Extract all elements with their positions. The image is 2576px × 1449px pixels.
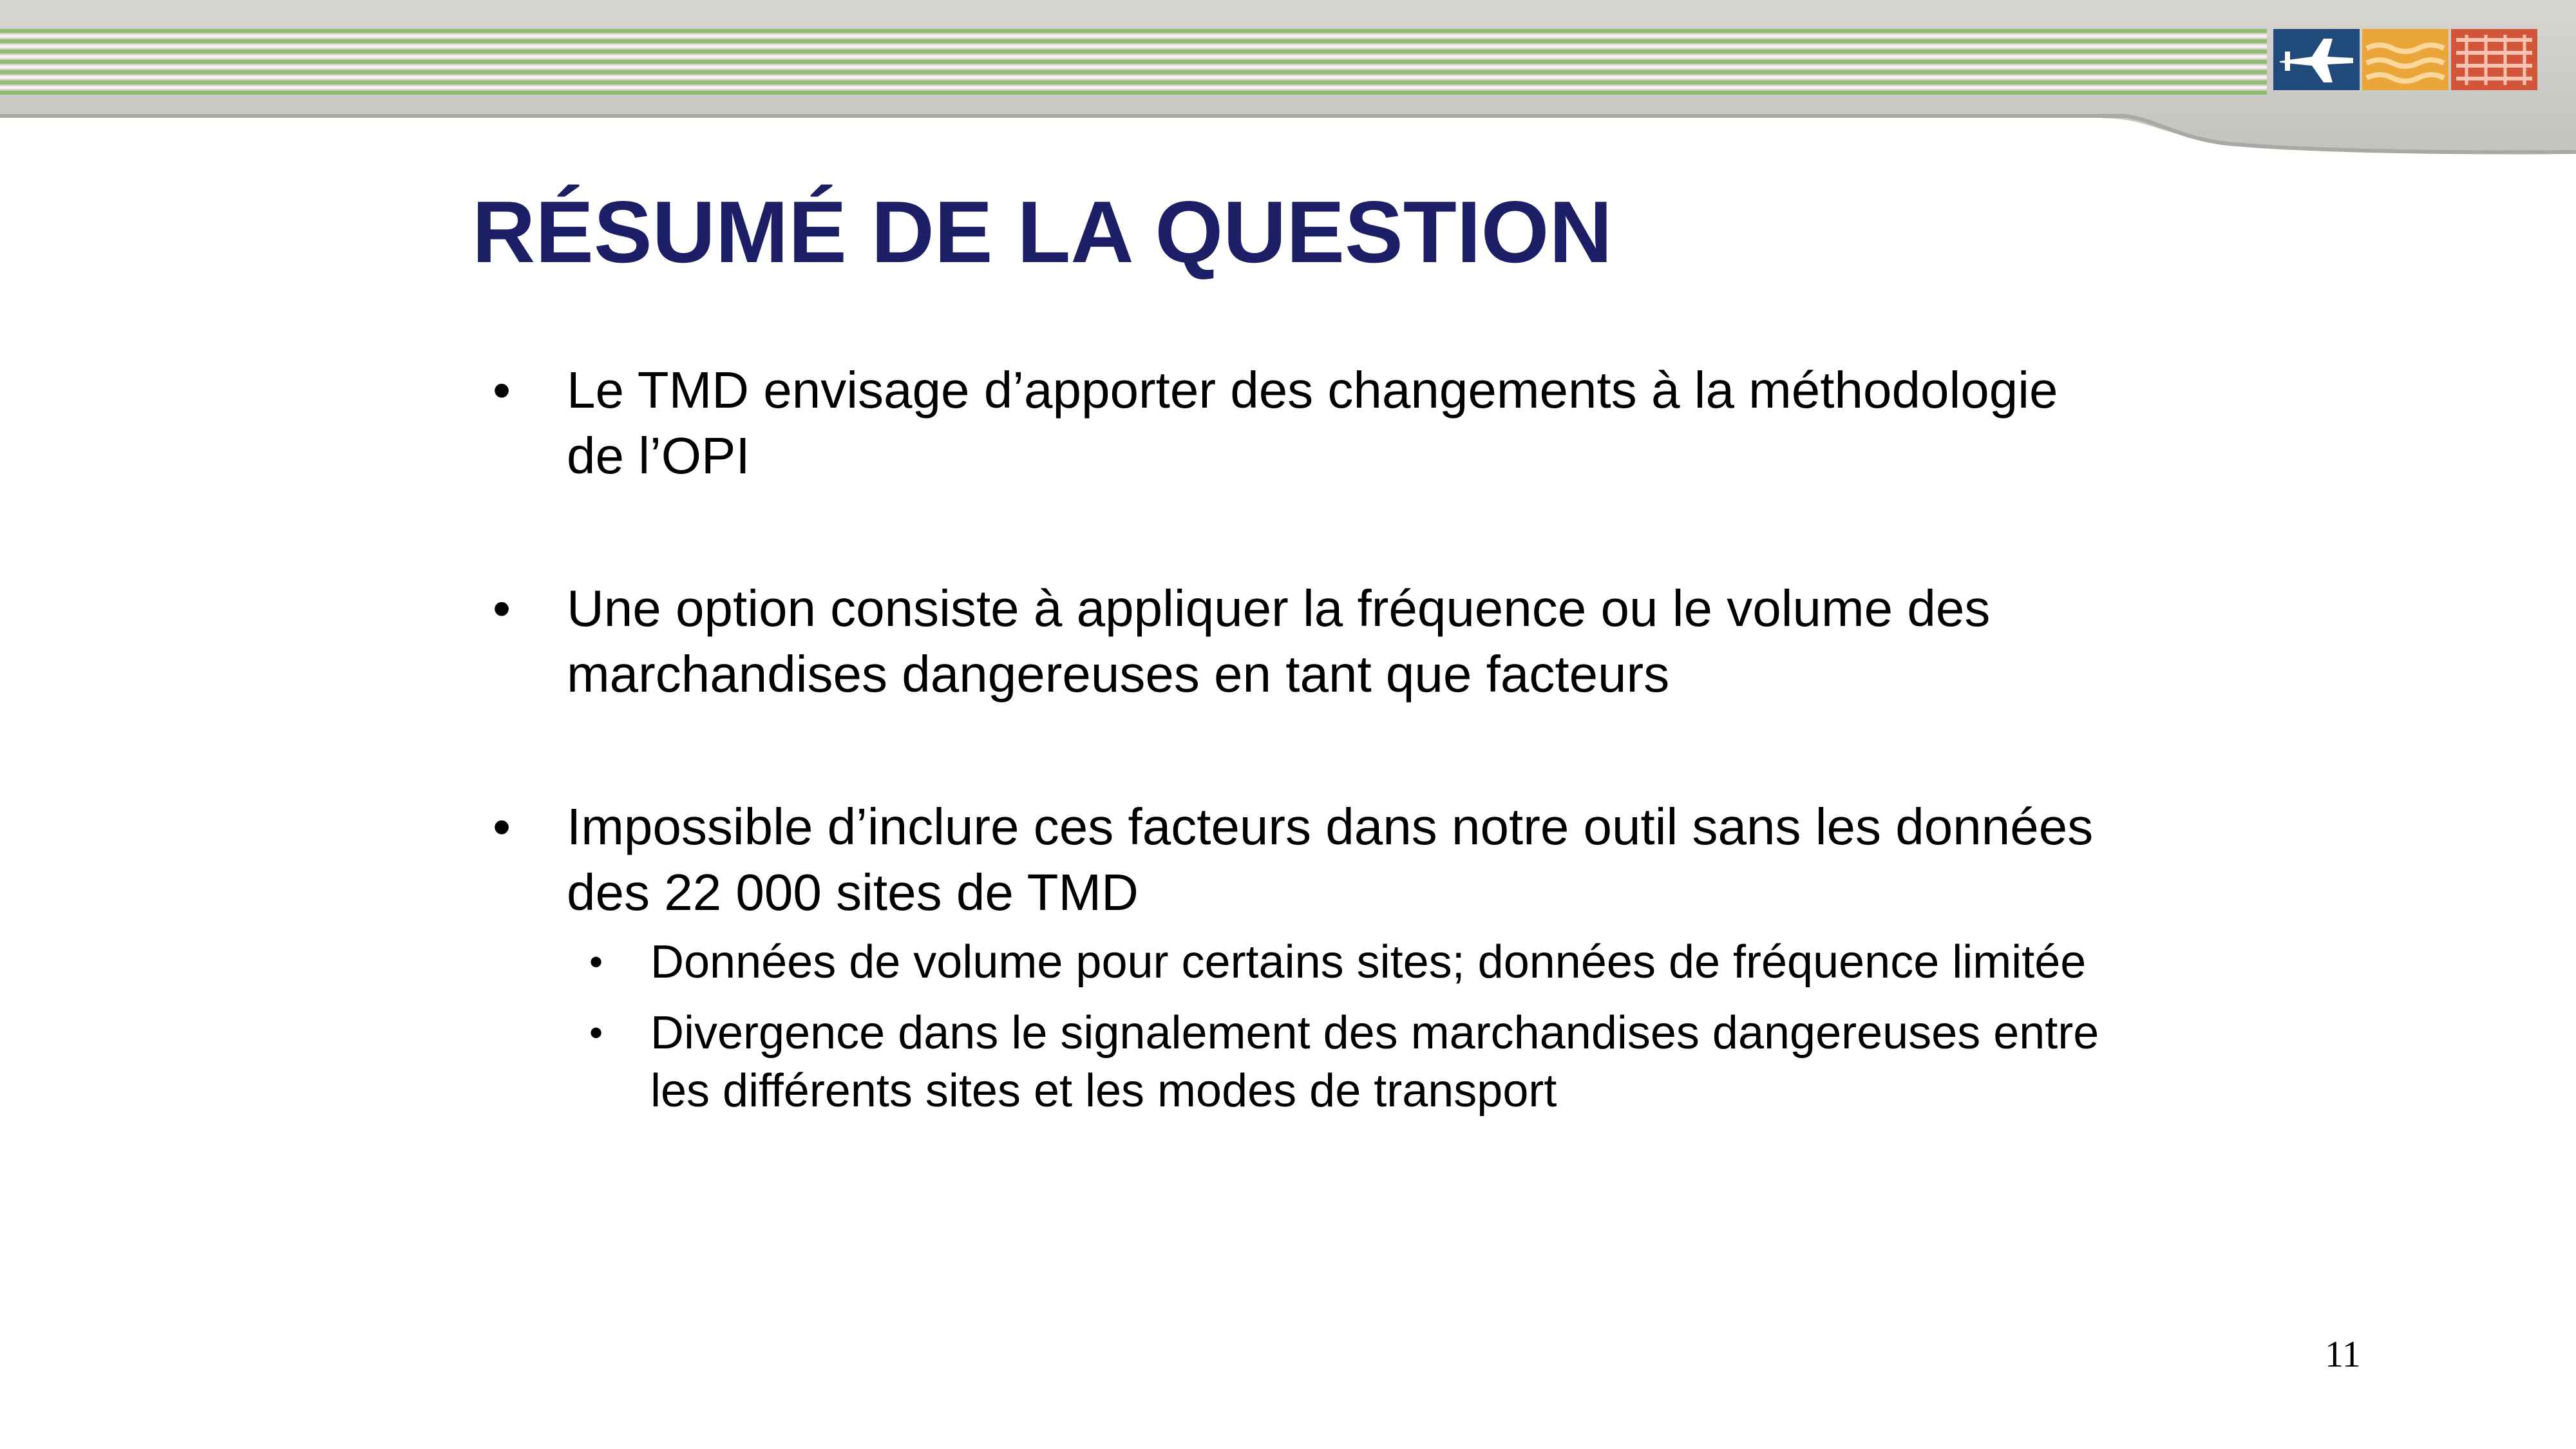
sub-bullet-text: Données de volume pour certains sites; données de fréquence limitée (650, 936, 2087, 988)
bullet-text: Impossible d’inclure ces facteurs dans notre outil sans les données des 22 000 sites de TMD (567, 798, 2094, 921)
bullet-item (489, 576, 2099, 707)
transport-modes-logo (2273, 26, 2537, 93)
sub-bullet-text: Divergence dans le signalement des marchandises dangereuses entre les différents sites et les modes de transport (650, 1007, 2099, 1117)
airplane-icon (2273, 29, 2360, 90)
bullet-marker: • (493, 798, 511, 855)
sub-bullet-list (567, 933, 2099, 1120)
bullet-item (489, 357, 2099, 489)
sub-bullet-marker: • (589, 940, 603, 983)
water-waves-icon (2362, 29, 2448, 90)
sub-bullet-marker: • (589, 1011, 603, 1054)
bullet-list (489, 357, 2099, 1120)
page-number: 11 (2325, 1333, 2361, 1375)
sub-bullet-item (589, 1004, 2099, 1120)
bullet-marker: • (493, 361, 511, 419)
header-banner (0, 0, 2576, 155)
sub-bullet-item (589, 933, 2099, 991)
header-banner-graphic (0, 0, 2576, 155)
bullet-text: Une option consiste à appliquer la fréquence ou le volume des marchandises dangereuses en tant que facteurs (567, 580, 1991, 703)
bullet-text: Le TMD envisage d’apporter des changements à la méthodologie de l’OPI (567, 361, 2058, 484)
bullet-marker: • (493, 580, 511, 637)
railway-icon (2451, 29, 2537, 90)
slide-title: RÉSUMÉ DE LA QUESTION (472, 183, 1613, 281)
bullet-item (489, 794, 2099, 1120)
